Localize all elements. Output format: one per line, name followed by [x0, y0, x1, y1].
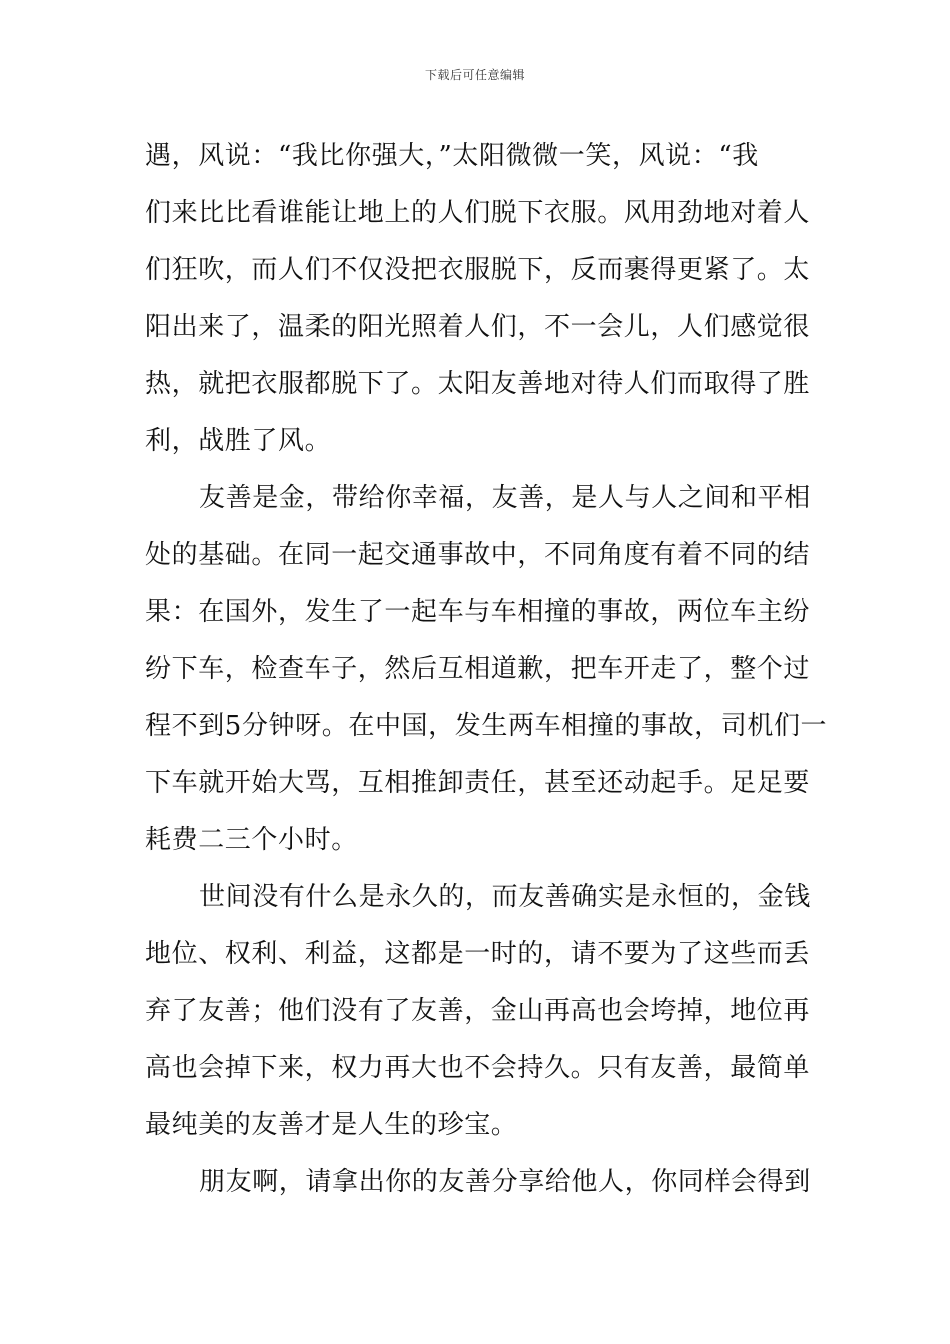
text-line: 处的基础。在同一起交通事故中，不同角度有着不同的结	[145, 540, 811, 570]
paragraph	[145, 1154, 811, 1211]
text-line: 地位、权利、利益，这都是一时的，请不要为了这些而丢	[145, 939, 811, 969]
text-line: 们狂吹，而人们不仅没把衣服脱下，反而裹得更紧了。太	[145, 255, 811, 285]
paragraph	[145, 869, 811, 1154]
text-line: 利，战胜了风。	[145, 426, 332, 456]
paragraph	[145, 470, 828, 869]
text-line: 朋友啊，请拿出你的友善分享给他人，你同样会得到	[199, 1167, 811, 1197]
text-line: 遇，风说：“我比你强大，”太阳微微一笑，风说：“我	[145, 141, 759, 171]
text-line: 最纯美的友善才是人生的珍宝。	[145, 1110, 518, 1140]
text-line: 世间没有什么是永久的，而友善确实是永恒的，金钱	[199, 882, 811, 912]
text-line: 弃了友善；他们没有了友善，金山再高也会垮掉，地位再	[145, 996, 811, 1026]
text-line: 们来比比看谁能让地上的人们脱下衣服。风用劲地对着人	[145, 198, 811, 228]
paragraph	[145, 128, 811, 470]
text-line: 纷下车，检查车子，然后互相道歉，把车开走了，整个过	[145, 654, 811, 684]
text-line: 热，就把衣服都脱下了。太阳友善地对待人们而取得了胜	[145, 369, 811, 399]
body-text	[145, 128, 828, 1211]
text-line: 下车就开始大骂，互相推卸责任，甚至还动起手。足足要	[145, 768, 811, 798]
text-line: 高也会掉下来，权力再大也不会持久。只有友善，最简单	[145, 1053, 811, 1083]
text-line: 果：在国外，发生了一起车与车相撞的事故，两位车主纷	[145, 597, 811, 627]
text-line: 耗费二三个小时。	[145, 825, 358, 855]
text-line: 程不到5分钟呀。在中国，发生两车相撞的事故，司机们一	[145, 711, 828, 741]
text-line: 阳出来了，温柔的阳光照着人们，不一会儿，人们感觉很	[145, 312, 811, 342]
header-note: 下载后可任意编辑	[424, 68, 525, 82]
text-line: 友善是金，带给你幸福，友善，是人与人之间和平相	[199, 483, 811, 513]
